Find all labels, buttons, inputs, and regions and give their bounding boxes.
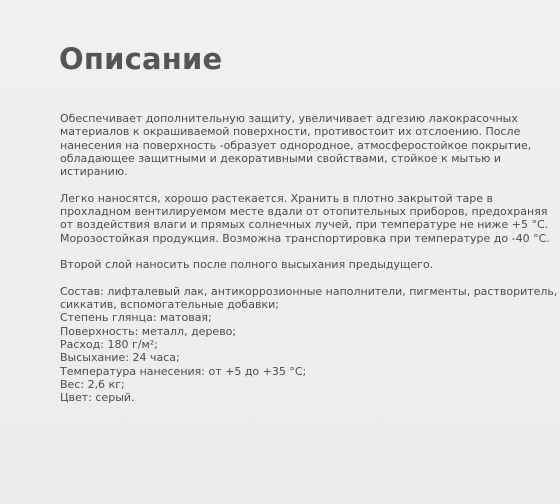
spec-line: Вес: 2,6 кг; (60, 377, 125, 391)
paragraph-protection (60, 112, 530, 178)
text-line: Морозостойкая продукция. Возможна транспортировка при температуре до -40 °С. (60, 231, 550, 245)
spec-line: Поверхность: металл, дерево; (60, 324, 237, 338)
spec-line: Температура нанесения: от +5 до +35 °С; (60, 364, 307, 378)
text-line: истиранию. (60, 165, 128, 179)
spec-line: Цвет: серый. (60, 391, 135, 405)
paragraph-storage (60, 191, 550, 245)
text-line: от воздействия влаги и прямых солнечных лучей, при температуре не ниже +5 °С. (60, 218, 549, 232)
page-title: Описание (59, 42, 223, 76)
text-line: материалов к окрашиваемой поверхности, противостоит их отслоению. После (60, 125, 521, 139)
text-line: обладающее защитными и декоративными свойствами, стойкое к мытью и (60, 151, 502, 165)
description-content (60, 112, 558, 418)
spec-line: Степень глянца: матовая; (60, 311, 212, 325)
text-line: Второй слой наносить после полного высыхания предыдущего. (60, 258, 434, 272)
specifications-list (60, 284, 558, 405)
spec-line: Высыхание: 24 часа; (60, 351, 180, 365)
text-line: нанесения на поверхность -образует однородное, атмосферостойкое покрытие, (60, 138, 532, 152)
text-line: Обеспечивает дополнительную защиту, увеличивает адгезию лакокрасочных (60, 112, 518, 125)
spec-line: Расход: 180 г/м²; (60, 338, 158, 352)
text-line: Легко наносятся, хорошо растекается. Хранить в плотно закрытой таре в (60, 191, 493, 205)
text-line: прохладном вентилируемом месте вдали от отопительных приборов, предохраняя (60, 205, 548, 219)
paragraph-second-layer (60, 258, 530, 271)
spec-line: сиккатив, вспомогательные добавки; (60, 298, 279, 312)
spec-line: Состав: лифталевый лак, антикоррозионные наполнители, пигменты, растворитель, (60, 284, 558, 298)
